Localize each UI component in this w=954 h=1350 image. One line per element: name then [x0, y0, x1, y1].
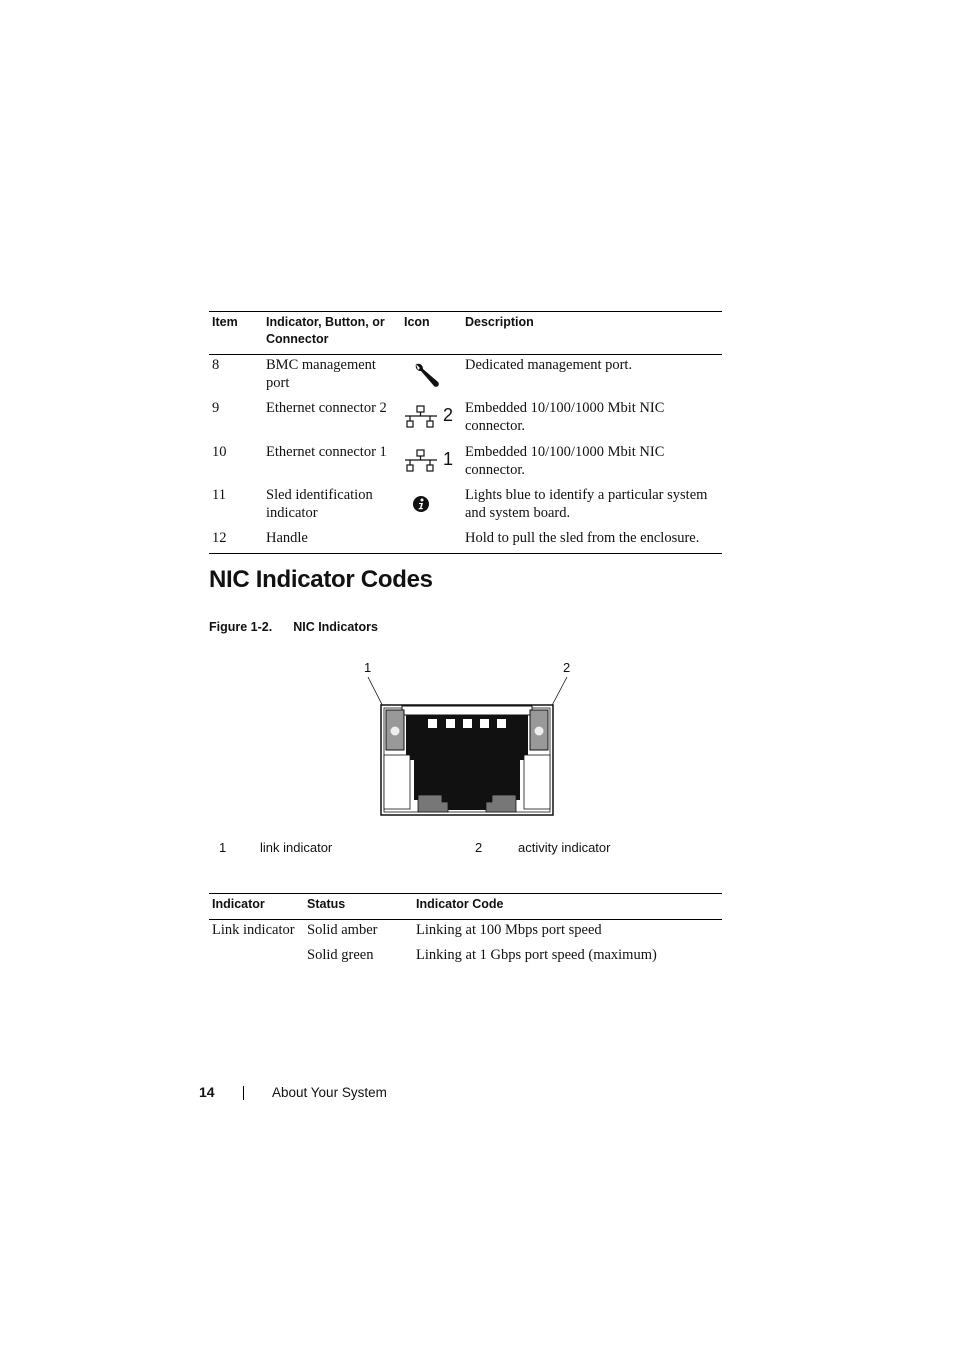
contact-pin — [428, 719, 437, 728]
footer-section-title: About Your System — [272, 1085, 387, 1100]
legend-label: link indicator — [260, 840, 333, 855]
row-description — [465, 486, 707, 522]
row-description-line1: Embedded 10/100/1000 Mbit NIC — [465, 444, 665, 460]
callout-1-label: 1 — [364, 660, 372, 675]
row-status: Solid green — [307, 947, 374, 963]
row-description-line2: connector. — [465, 418, 525, 434]
figure-number: Figure 1-2. — [209, 620, 273, 634]
row-name-line1: BMC management — [266, 357, 376, 373]
footer-divider — [243, 1086, 244, 1100]
header-indicator-line1: Indicator, Button, or — [266, 315, 385, 329]
figure-title: NIC Indicators — [293, 620, 378, 634]
legend-num: 1 — [219, 840, 227, 855]
row-description — [465, 356, 632, 374]
header-indicator: Indicator — [212, 897, 265, 911]
wrench-icon — [412, 360, 442, 395]
network-icon-label: 1 — [443, 449, 454, 469]
section-heading: NIC Indicator Codes — [209, 566, 433, 593]
table-bottom-rule — [209, 553, 722, 554]
row-code: Linking at 100 Mbps port speed — [416, 922, 602, 938]
header-indicator-line2: Connector — [266, 332, 329, 346]
info-icon — [412, 495, 430, 518]
network-icon — [404, 405, 438, 434]
page-number: 14 — [199, 1084, 215, 1100]
figure-caption — [209, 620, 378, 634]
row-name — [266, 356, 376, 392]
row-name: Handle — [266, 530, 308, 546]
contact-pin — [480, 719, 489, 728]
contact-pin — [446, 719, 455, 728]
header-indicator-code: Indicator Code — [416, 897, 504, 911]
network-icon — [404, 449, 438, 478]
row-description: Hold to pull the sled from the enclosure. — [465, 530, 700, 546]
row-name: Ethernet connector 2 — [266, 400, 387, 416]
legend-label: activity indicator — [518, 840, 611, 855]
row-description — [465, 399, 664, 435]
row-indicator: Link indicator — [212, 922, 295, 938]
row-description-line2: connector. — [465, 462, 525, 478]
contact-pin — [497, 719, 506, 728]
row-item: 10 — [212, 444, 227, 460]
row-item: 9 — [212, 400, 220, 416]
row-code: Linking at 1 Gbps port speed (maximum) — [416, 947, 657, 963]
row-description-line1: Lights blue to identify a particular system — [465, 487, 708, 503]
legend-num: 2 — [475, 840, 483, 855]
header-indicator — [266, 314, 385, 348]
header-item: Item — [212, 315, 238, 329]
row-item: 8 — [212, 357, 220, 373]
table-top-rule — [209, 311, 722, 312]
row-name-line2: port — [266, 375, 290, 391]
row-name — [266, 486, 373, 522]
table-top-rule — [209, 893, 722, 894]
callout-2-label: 2 — [563, 660, 571, 675]
row-description-line2: and system board. — [465, 505, 571, 521]
row-description — [465, 443, 664, 479]
header-description: Description — [465, 315, 534, 329]
network-icon-label: 2 — [443, 405, 454, 425]
row-name: Ethernet connector 1 — [266, 444, 387, 460]
contact-pin — [463, 719, 472, 728]
nic-figure — [350, 655, 590, 820]
row-name-line2: indicator — [266, 505, 318, 521]
row-item: 11 — [212, 487, 226, 503]
row-status: Solid amber — [307, 922, 378, 938]
header-bottom-rule — [209, 919, 722, 920]
row-name-line1: Sled identification — [266, 487, 373, 503]
row-description-line1: Dedicated management port. — [465, 357, 633, 373]
row-description-line1: Embedded 10/100/1000 Mbit NIC — [465, 400, 665, 416]
header-icon: Icon — [404, 315, 430, 329]
header-status: Status — [307, 897, 346, 911]
header-bottom-rule — [209, 354, 722, 355]
row-item: 12 — [212, 530, 227, 546]
